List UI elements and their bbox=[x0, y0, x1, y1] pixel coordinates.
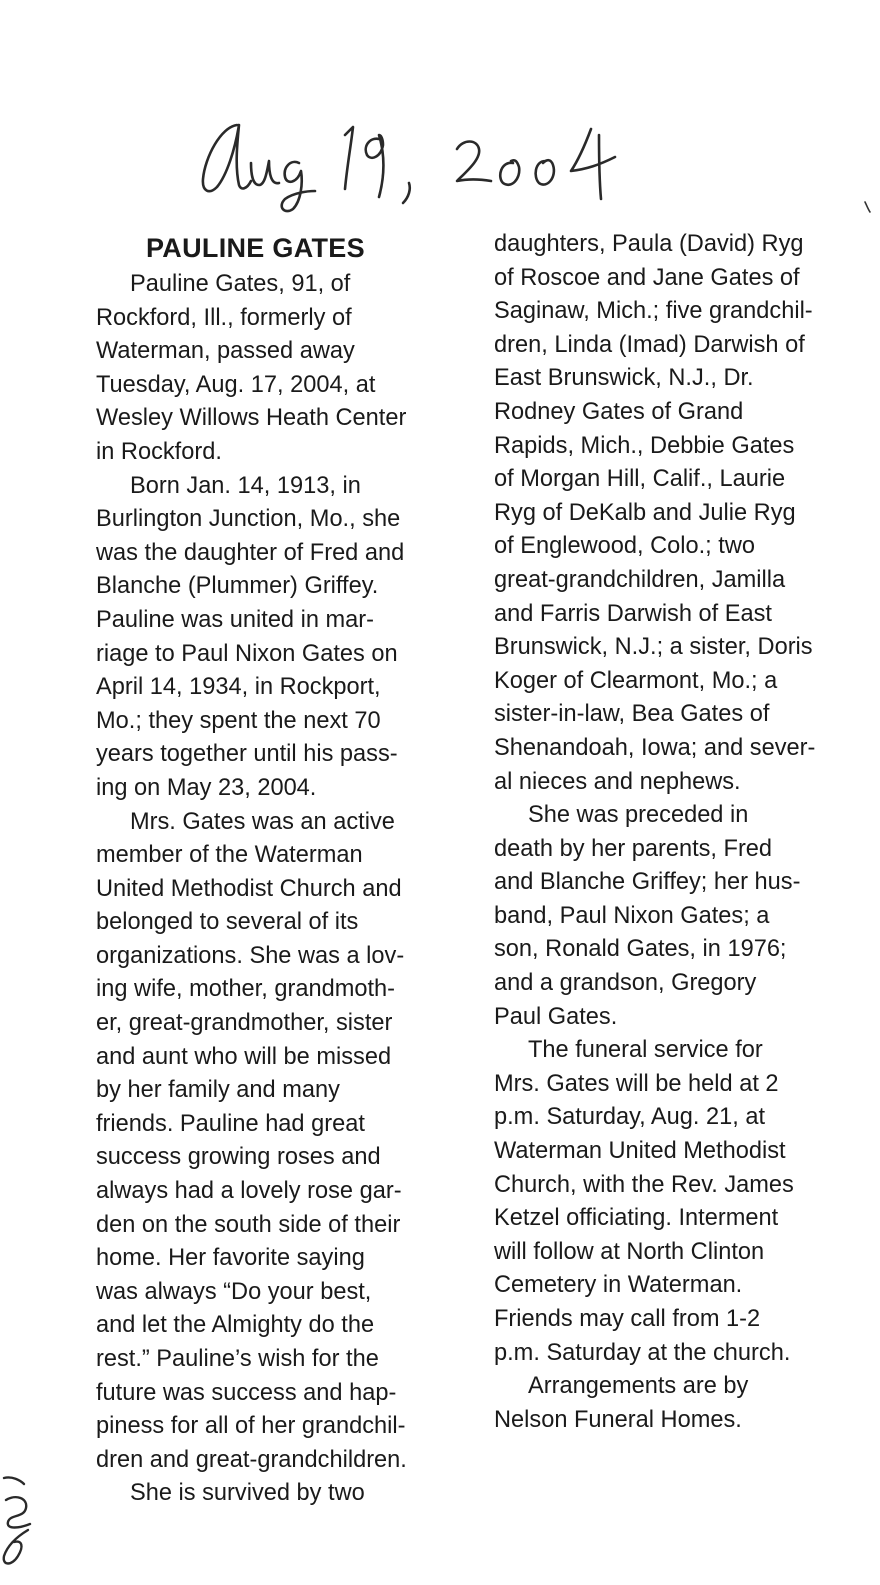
text-line: Paul Gates. bbox=[494, 1003, 618, 1030]
text-line: Burlington Junction, Mo., she bbox=[96, 506, 401, 533]
text-line: Brunswick, N.J.; a sister, Doris bbox=[494, 634, 813, 661]
text-line: Saginaw, Mich.; five grandchil- bbox=[494, 298, 813, 325]
text-line: ing on May 23, 2004. bbox=[96, 774, 317, 801]
text-line: Friends may call from 1-2 bbox=[494, 1306, 761, 1332]
text-line: Arrangements are by bbox=[528, 1373, 749, 1400]
right-column-lines bbox=[494, 228, 860, 1437]
text-line: and let the Almighty do the bbox=[96, 1312, 375, 1339]
text-line: April 14, 1934, in Rockport, bbox=[96, 674, 381, 701]
text-line: ing wife, mother, grandmoth- bbox=[96, 976, 395, 1003]
text-line: friends. Pauline had great bbox=[96, 1110, 365, 1137]
left-column-lines bbox=[96, 268, 468, 1511]
text-line: Shenandoah, Iowa; and sever- bbox=[494, 734, 816, 761]
text-line: Born Jan. 14, 1913, in bbox=[130, 472, 361, 499]
text-line: Church, with the Rev. James bbox=[494, 1171, 794, 1198]
text-line: success growing roses and bbox=[96, 1144, 381, 1171]
text-line: will follow at North Clinton bbox=[494, 1238, 765, 1265]
text-line: band, Paul Nixon Gates; a bbox=[494, 902, 770, 929]
text-line: Koger of Clearmont, Mo.; a bbox=[494, 667, 778, 694]
text-line: East Brunswick, N.J., Dr. bbox=[494, 365, 754, 392]
stray-mark bbox=[862, 200, 872, 214]
text-line: al nieces and nephews. bbox=[494, 768, 741, 795]
text-line: dren, Linda (Imad) Darwish of bbox=[494, 331, 805, 358]
text-line: Mrs. Gates will be held at 2 bbox=[494, 1070, 779, 1097]
text-line: United Methodist Church and bbox=[96, 875, 402, 902]
margin-scribble bbox=[0, 1470, 45, 1580]
text-line: Blanche (Plummer) Griffey. bbox=[96, 573, 379, 600]
text-line: Pauline was united in mar- bbox=[96, 606, 375, 633]
text-line: The funeral service for bbox=[528, 1037, 763, 1064]
text-line: Cemetery in Waterman. bbox=[494, 1272, 743, 1299]
text-line: She is survived by two bbox=[130, 1480, 365, 1507]
obituary-right-column bbox=[494, 228, 860, 1437]
text-line: Ryg of DeKalb and Julie Ryg bbox=[494, 499, 796, 526]
text-line: always had a lovely rose gar- bbox=[96, 1178, 402, 1205]
text-line: Rapids, Mich., Debbie Gates bbox=[494, 432, 795, 459]
text-line: member of the Waterman bbox=[96, 842, 363, 869]
text-line: Waterman United Methodist bbox=[494, 1138, 786, 1165]
text-line: Wesley Willows Heath Center bbox=[96, 405, 407, 432]
text-line: future was success and hap- bbox=[96, 1379, 397, 1406]
text-line: was always “Do your best, bbox=[96, 1278, 372, 1305]
text-line: er, great-grandmother, sister bbox=[96, 1010, 393, 1037]
text-line: and a grandson, Gregory bbox=[494, 970, 757, 997]
text-line: in Rockford. bbox=[96, 438, 222, 465]
text-line: p.m. Saturday at the church. bbox=[494, 1339, 791, 1366]
text-line: Ketzel officiating. Interment bbox=[494, 1205, 779, 1232]
text-line: piness for all of her grandchil- bbox=[96, 1413, 406, 1440]
text-line: and Blanche Griffey; her hus- bbox=[494, 869, 801, 896]
text-line: sister-in-law, Bea Gates of bbox=[494, 701, 770, 728]
text-line: dren and great-grandchildren. bbox=[96, 1446, 407, 1473]
text-line: Nelson Funeral Homes. bbox=[494, 1406, 742, 1433]
text-line: den on the south side of their bbox=[96, 1211, 401, 1238]
text-line: rest.” Pauline’s wish for the bbox=[96, 1346, 379, 1372]
text-line: and aunt who will be missed bbox=[96, 1043, 392, 1070]
text-line: great-grandchildren, Jamilla bbox=[494, 566, 786, 593]
text-line: Mo.; they spent the next 70 bbox=[96, 707, 381, 734]
text-line: Pauline Gates, 91, of bbox=[130, 271, 351, 297]
obituary-headline: PAULINE GATES bbox=[146, 233, 365, 263]
obituary-left-column bbox=[96, 228, 468, 1511]
text-line: Tuesday, Aug. 17, 2004, at bbox=[96, 371, 376, 398]
text-line: Mrs. Gates was an active bbox=[130, 808, 395, 835]
text-line: belonged to several of its bbox=[96, 909, 359, 936]
text-line: organizations. She was a lov- bbox=[96, 942, 405, 969]
text-line: death by her parents, Fred bbox=[494, 835, 773, 862]
text-line: Rodney Gates of Grand bbox=[494, 398, 744, 425]
text-line: of Morgan Hill, Calif., Laurie bbox=[494, 466, 786, 493]
text-line: by her family and many bbox=[96, 1077, 340, 1104]
text-line: was the daughter of Fred and bbox=[96, 539, 405, 566]
text-line: daughters, Paula (David) Ryg bbox=[494, 231, 804, 257]
handwritten-date bbox=[195, 105, 635, 215]
text-line: She was preceded in bbox=[528, 802, 749, 829]
text-line: son, Ronald Gates, in 1976; bbox=[494, 936, 787, 963]
text-line: and Farris Darwish of East bbox=[494, 600, 772, 627]
text-line: Waterman, passed away bbox=[96, 338, 355, 365]
text-line: home. Her favorite saying bbox=[96, 1245, 365, 1272]
text-line: p.m. Saturday, Aug. 21, at bbox=[494, 1104, 766, 1131]
handwritten-date-drawing bbox=[195, 105, 635, 215]
text-line: years together until his pass- bbox=[96, 741, 398, 768]
text-line: Rockford, Ill., formerly of bbox=[96, 304, 352, 331]
text-line: of Roscoe and Jane Gates of bbox=[494, 264, 800, 291]
text-line: of Englewood, Colo.; two bbox=[494, 533, 755, 560]
text-line: riage to Paul Nixon Gates on bbox=[96, 640, 398, 667]
